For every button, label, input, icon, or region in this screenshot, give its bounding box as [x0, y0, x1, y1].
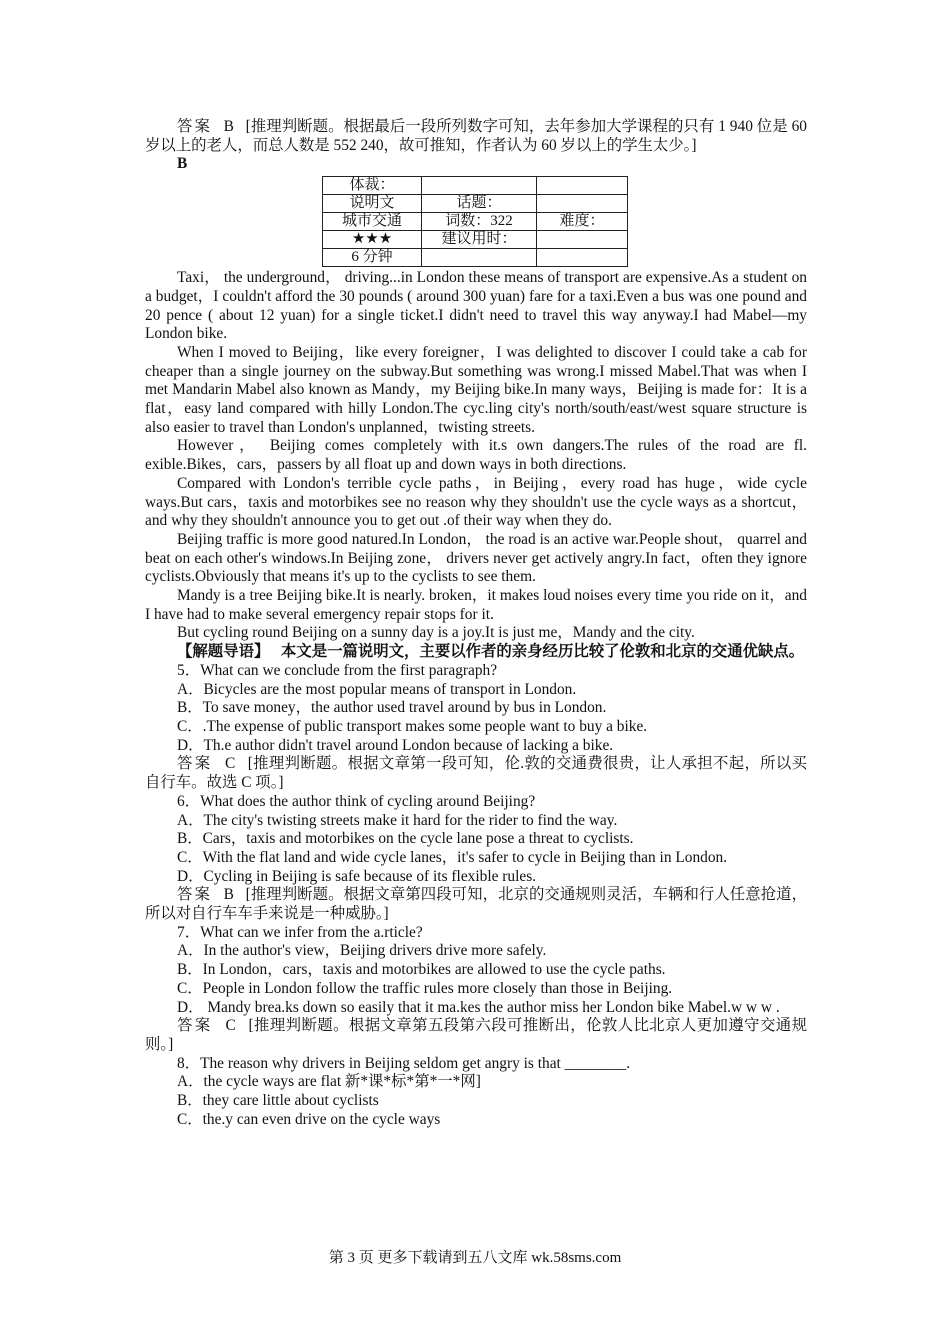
question-answer [145, 886, 807, 923]
answer-label: 答案 [177, 755, 213, 773]
table-cell [537, 195, 628, 213]
question-option: C．.The expense of public transport makes some people want to buy a bike. [177, 717, 648, 735]
question-answer [145, 1017, 807, 1054]
answer-label: 答案 [177, 886, 212, 904]
question-option: D． Mandy brea.ks down so easily that it ma.kes the author miss her London bike Mabel.w w w . [177, 998, 780, 1016]
table-cell: 建议用时： [422, 231, 537, 249]
table-row [323, 249, 628, 267]
table-cell [537, 231, 628, 249]
question-option: C．the.y can even drive on the cycle ways [177, 1110, 441, 1128]
passage-paragraph: Mandy is a tree Beijing bike.It is nearly. broken，it makes loud noises every time you ride on it，and I have had to make several emergency repair stops for it. [145, 587, 807, 623]
question-option: B．Cars，taxis and motorbikes on the cycle lane pose a threat to cyclists. [177, 830, 634, 848]
question-stem: 5．What can we conclude from the first paragraph? [177, 661, 498, 679]
table-cell: 城市交通 [323, 213, 422, 231]
question-option: C．People in London follow the traffic rules more closely than those in Beijing. [177, 979, 673, 997]
answer-text: [推理判断题。根据文章第一段可知，伦.敦的交通费很贵，让人承担不起，所以买自行车。故选 C 项。] [145, 755, 807, 792]
passage-paragraph: When I moved to Beijing，like every foreigner，I was delighted to discover I could take a cab for cheaper than a single journey on the subway.But something was wrong.I missed Mabel.That was when I met Mandarin Mabel also known as Mandy，my Beijing bike.In many ways，Beijing is made for：It is a flat，easy land compared with hilly London.The cyc.ling city's north/south/east/west square structure is also easier to travel than London's unplanned，twisting streets. [145, 343, 807, 436]
answer-text: [推理判断题。根据最后一段所列数字可知，去年参加大学课程的只有 1 940 位是 60 岁以上的老人，而总人数是 552 240，故可推知，作者认为 60 岁以上的学生太少。] [145, 118, 808, 154]
table-cell: 话题： [422, 195, 537, 213]
guide [145, 643, 807, 662]
table-cell [537, 249, 628, 267]
guide-text: 本文是一篇说明文，主要以作者的亲身经历比较了伦敦和北京的交通优缺点。 [280, 643, 805, 661]
guide-label: 【解题导语】 [177, 643, 270, 661]
question-option: B．To save money，the author used travel around by bus in London. [177, 699, 607, 717]
answer-letter: C [225, 1017, 236, 1035]
table-cell: 词数：322 [422, 213, 537, 231]
answer-text: [推理判断题。根据文章第五段第六段可推断出，伦敦人比北京人更加遵守交通规则。] [145, 1017, 807, 1053]
table-cell [537, 177, 628, 195]
answer-text: [推理判断题。根据文章第四段可知，北京的交通规则灵活，车辆和行人任意抢道，所以对自行车车手来说是一种威胁。] [145, 886, 807, 923]
table-cell: 6 分钟 [323, 249, 422, 267]
answer-label: 答案 [177, 118, 212, 135]
answer-4 [145, 118, 807, 155]
table-cell: ★★★ [323, 231, 422, 249]
passage-paragraph: But cycling round Beijing on a sunny day is a joy.It is just me，Mandy and the city. [177, 624, 695, 642]
question-option: A．the cycle ways are flat 新*课*标*第*一*网] [177, 1073, 481, 1091]
answer-letter: B [223, 886, 234, 904]
passage-paragraph: However， Beijing comes completely with it.s own dangers.The rules of the road are fl. exible.Bikes，cars，passers by all float up and down ways in both directions. [145, 437, 807, 474]
table-cell: 难度： [537, 213, 628, 231]
question-option: A．Bicycles are the most popular means of transport in London. [177, 680, 577, 698]
section-heading: B [177, 155, 188, 173]
question-stem: 6．What does the author think of cycling around Beijing? [177, 792, 536, 810]
answer-letter: C [224, 755, 236, 773]
passage-paragraph: Compared with London's terrible cycle paths，in Beijing，every road has huge，wide cycle ways.But cars，taxis and motorbikes see no reason why they shouldn't use the cycle ways as a shortcut，and why they shouldn't announce you to get out .of their way when they do. [145, 474, 807, 530]
passage-paragraph: Taxi， the underground， driving...in London these means of transport are expensive.As a student on a budget，I couldn't afford the 30 pounds ( around 300 yuan) fare for a taxi.Even a bus was one pound and 20 pence ( about 12 yuan) for a single ticket.I didn't need to travel this way anyway.I had Mabel—my London bike. [145, 269, 807, 343]
table-row [323, 195, 628, 213]
page-footer: 第 3 页 更多下载请到五八文库 wk.58sms.com [328, 1250, 622, 1266]
document-page [145, 118, 807, 1129]
table-row [323, 213, 628, 231]
table-cell: 说明文 [323, 195, 422, 213]
question-stem: 8．The reason why drivers in Beijing seldom get angry is that ________. [177, 1054, 631, 1072]
table-cell [422, 177, 537, 195]
question-option: C．With the flat land and wide cycle lanes，it's safer to cycle in Beijing than in London. [177, 848, 728, 866]
table-cell: 体裁： [323, 177, 422, 195]
info-table [322, 176, 628, 267]
answer-label: 答案 [177, 1017, 213, 1035]
question-option: D．Th.e author didn't travel around London because of lacking a bike. [177, 736, 614, 754]
answer-letter: B [223, 118, 234, 135]
question-option: B．they care little about cyclists [177, 1092, 379, 1110]
table-row [323, 231, 628, 249]
table-cell [422, 249, 537, 267]
question-stem: 7．What can we infer from the a.rticle? [177, 923, 423, 941]
question-option: A．The city's twisting streets make it hard for the rider to find the way. [177, 811, 618, 829]
passage-paragraph: Beijing traffic is more good natured.In London， the road is an active war.People shout， quarrel and beat on each other's windows.In Beijing zone， drivers never get actively angry.In fact，often they ignore cyclists.Obviously that means it's up to the cyclists to see them. [145, 530, 807, 586]
question-option: D．Cycling in Beijing is safe because of its flexible rules. [177, 867, 537, 885]
question-answer [145, 755, 807, 792]
question-option: A．In the author's view，Beijing drivers drive more safely. [177, 942, 547, 960]
table-row [323, 177, 628, 195]
question-option: B．In London，cars，taxis and motorbikes are allowed to use the cycle paths. [177, 961, 666, 979]
